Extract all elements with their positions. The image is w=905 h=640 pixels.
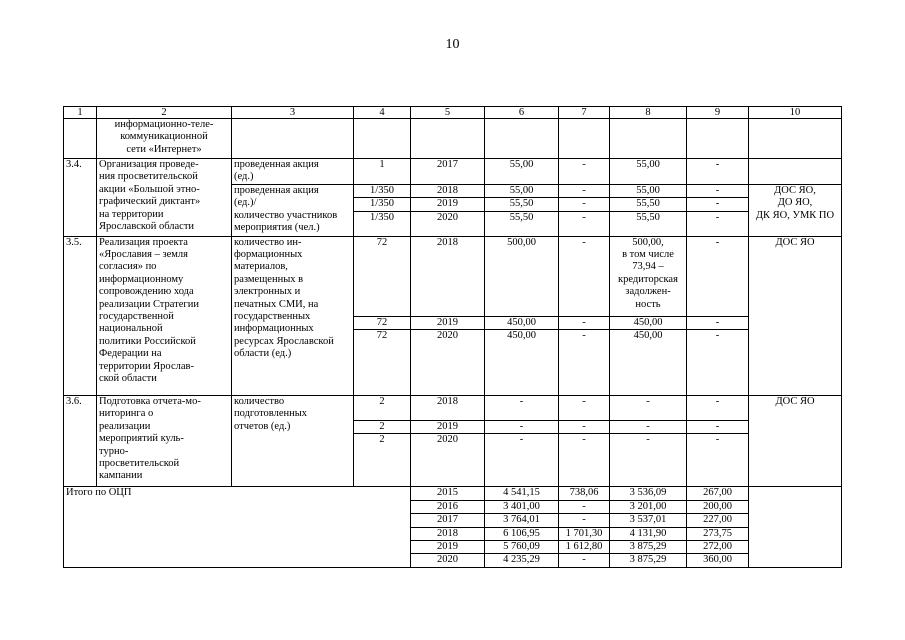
federal-amount: 1 612,80 xyxy=(559,541,610,554)
other-amount: - xyxy=(687,396,749,421)
regional-amount: 3 201,00 xyxy=(610,500,687,513)
regional-amount: 55,50 xyxy=(610,198,687,211)
target-value: 1/350 xyxy=(354,211,411,236)
target-value: 72 xyxy=(354,316,411,329)
total-label: Итого по ОЦП xyxy=(64,487,411,567)
year: 2017 xyxy=(411,159,485,185)
target-value: 2 xyxy=(354,421,411,434)
indicator: проведенная акция (ед.)/ количество участников мероприятия (чел.) xyxy=(232,184,354,236)
header-cell: 5 xyxy=(411,107,485,119)
target-value: 1 xyxy=(354,159,411,185)
indicator: количество подготовленных отчетов (ед.) xyxy=(232,396,354,487)
total-amount: - xyxy=(485,396,559,421)
program-table xyxy=(63,106,842,568)
header-cell: 9 xyxy=(687,107,749,119)
table-row xyxy=(64,236,842,316)
indicator: количество ин- формационных материалов, размещенных в электронных и печатных СМИ, на государственных информационных ресурсах Ярославской области (ед.) xyxy=(232,236,354,395)
activity-name: Организация проведе- ния просветительской акции «Большой этно- графический диктант» на территории Ярославской области xyxy=(97,159,232,237)
total-amount: 6 106,95 xyxy=(485,527,559,540)
target-value: 1/350 xyxy=(354,184,411,197)
regional-amount: 3 536,09 xyxy=(610,487,687,500)
regional-amount: 55,00 xyxy=(610,184,687,197)
other-amount: 267,00 xyxy=(687,487,749,500)
other-amount: - xyxy=(687,330,749,396)
federal-amount: - xyxy=(559,211,610,236)
year: 2019 xyxy=(411,421,485,434)
total-amount: 500,00 xyxy=(485,236,559,316)
year: 2020 xyxy=(411,330,485,396)
total-amount: 3 401,00 xyxy=(485,500,559,513)
row-number: 3.5. xyxy=(64,236,97,395)
year: 2019 xyxy=(411,541,485,554)
target-value: 1/350 xyxy=(354,198,411,211)
target-value: 2 xyxy=(354,396,411,421)
total-amount: 5 760,09 xyxy=(485,541,559,554)
responsible-empty xyxy=(749,487,842,567)
regional-amount: - xyxy=(610,434,687,487)
year: 2019 xyxy=(411,316,485,329)
federal-amount: - xyxy=(559,330,610,396)
regional-amount: 450,00 xyxy=(610,330,687,396)
other-amount: - xyxy=(687,198,749,211)
federal-amount: - xyxy=(559,316,610,329)
indicator: проведенная акция (ед.) xyxy=(232,159,354,185)
other-amount: 200,00 xyxy=(687,500,749,513)
year: 2018 xyxy=(411,184,485,197)
year: 2015 xyxy=(411,487,485,500)
year: 2016 xyxy=(411,500,485,513)
year: 2019 xyxy=(411,198,485,211)
total-amount: 4 235,29 xyxy=(485,554,559,567)
federal-amount: - xyxy=(559,236,610,316)
target-value: 72 xyxy=(354,330,411,396)
regional-amount: 55,50 xyxy=(610,211,687,236)
total-amount: 55,50 xyxy=(485,211,559,236)
other-amount: 360,00 xyxy=(687,554,749,567)
federal-amount: - xyxy=(559,396,610,421)
header-cell: 8 xyxy=(610,107,687,119)
total-amount: 450,00 xyxy=(485,316,559,329)
federal-amount: - xyxy=(559,554,610,567)
row-number: 3.6. xyxy=(64,396,97,487)
total-amount: 55,50 xyxy=(485,198,559,211)
header-cell: 1 xyxy=(64,107,97,119)
header-cell: 7 xyxy=(559,107,610,119)
regional-amount: 3 875,29 xyxy=(610,541,687,554)
total-amount: 55,00 xyxy=(485,184,559,197)
target-value: 72 xyxy=(354,236,411,316)
row-number: 3.4. xyxy=(64,159,97,237)
header-cell: 6 xyxy=(485,107,559,119)
regional-amount: 3 875,29 xyxy=(610,554,687,567)
other-amount: 227,00 xyxy=(687,514,749,527)
activity-name: информационно-теле- коммуникационной сети «Интернет» xyxy=(97,119,232,159)
regional-amount: - xyxy=(610,396,687,421)
responsible: ДОС ЯО xyxy=(749,396,842,487)
other-amount: - xyxy=(687,316,749,329)
other-amount: - xyxy=(687,236,749,316)
total-amount: 3 764,01 xyxy=(485,514,559,527)
federal-amount: - xyxy=(559,434,610,487)
regional-amount: 55,00 xyxy=(610,159,687,185)
other-amount: 273,75 xyxy=(687,527,749,540)
other-amount: - xyxy=(687,159,749,185)
year: 2017 xyxy=(411,514,485,527)
regional-amount: 500,00, в том числе 73,94 – кредиторская задолжен- ность xyxy=(610,236,687,316)
other-amount: - xyxy=(687,421,749,434)
header-cell: 2 xyxy=(97,107,232,119)
total-amount: 55,00 xyxy=(485,159,559,185)
total-row xyxy=(64,487,842,500)
total-amount: - xyxy=(485,421,559,434)
total-amount: 450,00 xyxy=(485,330,559,396)
other-amount: - xyxy=(687,184,749,197)
responsible: ДОС ЯО xyxy=(749,236,842,395)
other-amount: - xyxy=(687,434,749,487)
year: 2020 xyxy=(411,211,485,236)
year: 2018 xyxy=(411,527,485,540)
header-row xyxy=(64,107,842,119)
federal-amount: 738,06 xyxy=(559,487,610,500)
responsible-empty xyxy=(749,159,842,185)
regional-amount: 3 537,01 xyxy=(610,514,687,527)
header-cell: 3 xyxy=(232,107,354,119)
other-amount: - xyxy=(687,211,749,236)
federal-amount: - xyxy=(559,198,610,211)
page-number: 10 xyxy=(445,37,460,52)
regional-amount: - xyxy=(610,421,687,434)
other-amount: 272,00 xyxy=(687,541,749,554)
year: 2018 xyxy=(411,396,485,421)
federal-amount: - xyxy=(559,500,610,513)
federal-amount: 1 701,30 xyxy=(559,527,610,540)
year: 2020 xyxy=(411,554,485,567)
federal-amount: - xyxy=(559,184,610,197)
total-amount: - xyxy=(485,434,559,487)
header-cell: 10 xyxy=(749,107,842,119)
regional-amount: 450,00 xyxy=(610,316,687,329)
year: 2018 xyxy=(411,236,485,316)
table-row xyxy=(64,396,842,421)
table-row xyxy=(64,159,842,185)
table-row xyxy=(64,119,842,159)
target-value: 2 xyxy=(354,434,411,487)
header-cell: 4 xyxy=(354,107,411,119)
activity-name: Реализация проекта «Ярославия – земля согласия» по информационному сопровождению хода реализации Стратегии государственной национальной политики Российской Федерации на территории Ярослав- ской области xyxy=(97,236,232,395)
total-amount: 4 541,15 xyxy=(485,487,559,500)
regional-amount: 4 131,90 xyxy=(610,527,687,540)
activity-name: Подготовка отчета-мо- ниторинга о реализации мероприятий куль- турно- просветительской кампании xyxy=(97,396,232,487)
federal-amount: - xyxy=(559,159,610,185)
responsible: ДОС ЯО, ДО ЯО, ДК ЯО, УМК ПО xyxy=(749,184,842,236)
federal-amount: - xyxy=(559,514,610,527)
federal-amount: - xyxy=(559,421,610,434)
year: 2020 xyxy=(411,434,485,487)
